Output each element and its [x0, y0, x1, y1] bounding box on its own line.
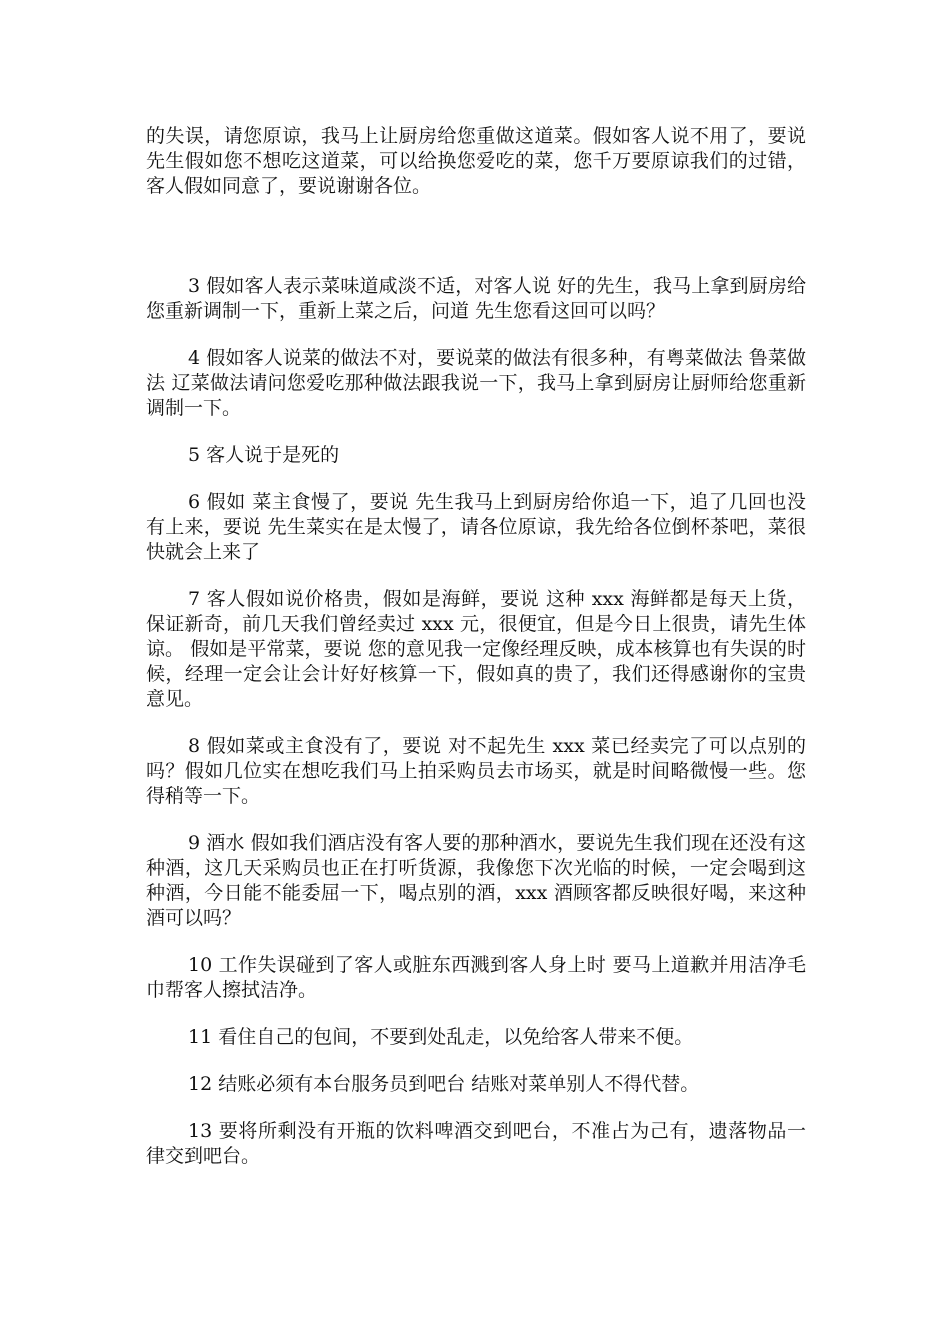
- paragraph-continuation: 的失误，请您原谅，我马上让厨房给您重做这道菜。假如客人说不用了，要说先生假如您不想吃这道菜，可以给换您爱吃的菜，您千万要原谅我们的过错，客人假如同意了，要说谢谢各位。: [146, 125, 806, 197]
- paragraph-item-5: 5 客人说于是死的: [188, 444, 340, 466]
- paragraph-spacer: [146, 1003, 806, 1025]
- paragraph-item-6: 6 假如 菜主食慢了，要说 先生我马上到厨房给你追一下，追了几回也没有上来，要说 先生菜实在是太慢了，请各位原谅，我先给各位倒杯茶吧，菜很快就会上来了: [146, 491, 806, 563]
- paragraph-item-3: 3 假如客人表示菜味道咸淡不适，对客人说 好的先生，我马上拿到厨房给您重新调制一下，重新上菜之后，问道 先生您看这回可以吗？: [146, 275, 806, 322]
- paragraph-item-12: 12 结账必须有本台服务员到吧台 结账对菜单别人不得代替。: [188, 1073, 700, 1095]
- paragraph-spacer: [146, 1050, 806, 1072]
- paragraph-item-13: 13 要将所剩没有开瓶的饮料啤酒交到吧台，不准占为己有，遗落物品一律交到吧台。: [146, 1120, 806, 1167]
- paragraph-spacer: [146, 565, 806, 587]
- paragraph-spacer: [146, 712, 806, 734]
- paragraph-spacer: [146, 931, 806, 953]
- paragraph-item-7: 7 客人假如说价格贵，假如是海鲜，要说 这种 xxx 海鲜都是每天上货，保证新奇，前几天我们曾经卖过 xxx 元，很便宜，但是今日上很贵，请先生体谅。 假如是平常菜，要说 您的意见我一定像经理反映，成本核算也有失误的时候，经理一定会让会计好好核算一下，假如真的贵了，我们还得感谢你的宝贵意见。: [146, 588, 806, 710]
- paragraph-item-9: 9 酒水 假如我们酒店没有客人要的那种酒水，要说先生我们现在还没有这种酒，这几天采购员也正在打听货源，我像您下次光临的时候，一定会喝到这种酒，今日能不能委屈一下，喝点别的酒，xxx 酒顾客都反映很好喝，来这种酒可以吗？: [146, 832, 806, 929]
- paragraph-item-4: 4 假如客人说菜的做法不对，要说菜的做法有很多种，有粤菜做法 鲁菜做法 辽菜做法请问您爱吃那种做法跟我说一下，我马上拿到厨房让厨师给您重新调制一下。: [146, 347, 806, 419]
- paragraph-item-8: 8 假如菜或主食没有了，要说 对不起先生 xxx 菜已经卖完了可以点别的吗？假如几位实在想吃我们马上拍采购员去市场买，就是时间略微慢一些。您得稍等一下。: [146, 735, 806, 807]
- document-body: [146, 124, 806, 1169]
- paragraph-spacer: [146, 468, 806, 490]
- paragraph-item-11: 11 看住自己的包间，不要到处乱走，以免给客人带来不便。: [188, 1026, 694, 1048]
- paragraph-item-10: 10 工作失误碰到了客人或脏东西溅到客人身上时 要马上道歉并用洁净毛巾帮客人擦拭洁净。: [146, 954, 806, 1001]
- paragraph-spacer: [146, 1097, 806, 1119]
- paragraph-spacer: [146, 809, 806, 831]
- section-spacer: [146, 199, 806, 274]
- paragraph-spacer: [146, 421, 806, 443]
- paragraph-spacer: [146, 324, 806, 346]
